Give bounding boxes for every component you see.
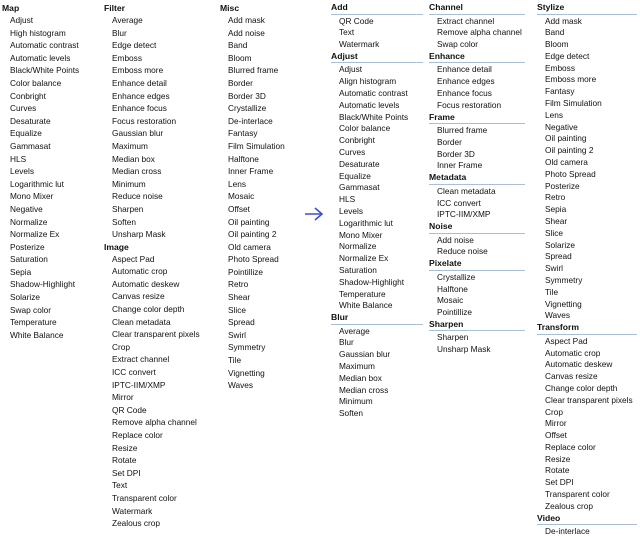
menu-item-border[interactable]: Border bbox=[437, 136, 462, 147]
menu-item-swirl[interactable]: Swirl bbox=[545, 263, 563, 274]
menu-item-waves[interactable]: Waves bbox=[228, 380, 254, 391]
menu-item-retro[interactable]: Retro bbox=[545, 192, 566, 203]
menu-item-symmetry[interactable]: Symmetry bbox=[228, 342, 266, 353]
menu-item-automatic-deskew[interactable]: Automatic deskew bbox=[112, 278, 180, 289]
menu-item-sepia[interactable]: Sepia bbox=[10, 266, 32, 277]
menu-item-median-cross[interactable]: Median cross bbox=[339, 384, 389, 395]
menu-item-focus-restoration[interactable]: Focus restoration bbox=[112, 115, 177, 126]
menu-header-misc: Misc bbox=[220, 3, 240, 13]
menu-item-watermark[interactable]: Watermark bbox=[112, 505, 153, 516]
menu-item-automatic-crop[interactable]: Automatic crop bbox=[545, 347, 601, 358]
menu-item-median-cross[interactable]: Median cross bbox=[112, 166, 162, 177]
menu-item-add-noise[interactable]: Add noise bbox=[228, 27, 265, 38]
menu-item-shear[interactable]: Shear bbox=[228, 292, 251, 303]
menu-item-tile[interactable]: Tile bbox=[228, 355, 242, 366]
menu-item-film-simulation[interactable]: Film Simulation bbox=[228, 140, 285, 151]
new-col-1 bbox=[331, 2, 423, 420]
menu-item-clear-transparent-pixels[interactable]: Clear transparent pixels bbox=[112, 329, 200, 340]
menu-item-blurred-frame[interactable]: Blurred frame bbox=[437, 125, 488, 136]
menu-item-normalize[interactable]: Normalize bbox=[339, 241, 377, 252]
menu-item-de-interlace[interactable]: De-interlace bbox=[545, 526, 590, 537]
menu-item-offset[interactable]: Offset bbox=[545, 430, 567, 441]
menu-item-pointillize[interactable]: Pointillize bbox=[228, 266, 264, 277]
menu-item-gammasat[interactable]: Gammasat bbox=[10, 140, 51, 151]
menu-item-iptc-iim-xmp[interactable]: IPTC-IIM/XMP bbox=[437, 209, 491, 220]
menu-item-rotate[interactable]: Rotate bbox=[112, 455, 137, 466]
menu-item-lens[interactable]: Lens bbox=[228, 178, 246, 189]
menu-item-canvas-resize[interactable]: Canvas resize bbox=[545, 371, 598, 382]
menu-item-soften[interactable]: Soften bbox=[339, 408, 363, 419]
menu-item-oil-painting[interactable]: Oil painting bbox=[228, 216, 270, 227]
menu-item-resize[interactable]: Resize bbox=[545, 453, 571, 464]
menu-item-watermark[interactable]: Watermark bbox=[339, 39, 380, 50]
menu-item-old-camera[interactable]: Old camera bbox=[228, 241, 271, 252]
menu-header-noise: Noise bbox=[429, 221, 525, 234]
menu-item-sharpen[interactable]: Sharpen bbox=[112, 203, 144, 214]
menu-item-icc-convert[interactable]: ICC convert bbox=[112, 367, 156, 378]
menu-item-posterize[interactable]: Posterize bbox=[10, 241, 45, 252]
menu-item-de-interlace[interactable]: De-interlace bbox=[228, 115, 273, 126]
menu-header-adjust: Adjust bbox=[331, 51, 423, 64]
menu-item-black-white-points[interactable]: Black/White Points bbox=[10, 65, 80, 76]
menu-item-sepia[interactable]: Sepia bbox=[545, 204, 567, 215]
menu-item-automatic-levels[interactable]: Automatic levels bbox=[339, 99, 400, 110]
menu-item-clean-metadata[interactable]: Clean metadata bbox=[112, 316, 171, 327]
menu-item-automatic-contrast[interactable]: Automatic contrast bbox=[10, 40, 79, 51]
menu-item-change-color-depth[interactable]: Change color depth bbox=[545, 382, 618, 393]
menu-item-automatic-crop[interactable]: Automatic crop bbox=[112, 266, 168, 277]
menu-item-vignetting[interactable]: Vignetting bbox=[228, 367, 265, 378]
menu-item-band[interactable]: Band bbox=[228, 40, 248, 51]
menu-item-rotate[interactable]: Rotate bbox=[545, 465, 570, 476]
menu-item-clean-metadata[interactable]: Clean metadata bbox=[437, 185, 496, 196]
menu-item-emboss-more[interactable]: Emboss more bbox=[545, 74, 597, 85]
menu-item-crystallize[interactable]: Crystallize bbox=[437, 271, 476, 282]
menu-item-crop[interactable]: Crop bbox=[112, 341, 130, 352]
menu-item-clear-transparent-pixels[interactable]: Clear transparent pixels bbox=[545, 394, 633, 405]
menu-item-photo-spread[interactable]: Photo Spread bbox=[228, 254, 279, 265]
menu-item-gammasat[interactable]: Gammasat bbox=[339, 182, 380, 193]
menu-item-pointillize[interactable]: Pointillize bbox=[437, 307, 473, 318]
menu-item-icc-convert[interactable]: ICC convert bbox=[437, 197, 481, 208]
menu-header-sharpen: Sharpen bbox=[429, 319, 525, 332]
menu-item-normalize-ex[interactable]: Normalize Ex bbox=[10, 229, 60, 240]
menu-item-solarize[interactable]: Solarize bbox=[545, 239, 575, 250]
menu-item-halftone[interactable]: Halftone bbox=[228, 153, 259, 164]
menu-item-blur[interactable]: Blur bbox=[339, 337, 354, 348]
menu-item-text[interactable]: Text bbox=[112, 480, 128, 491]
menu-header-filter: Filter bbox=[104, 3, 126, 13]
menu-item-adjust[interactable]: Adjust bbox=[339, 64, 363, 75]
menu-item-replace-color[interactable]: Replace color bbox=[545, 441, 596, 452]
menu-item-minimum[interactable]: Minimum bbox=[112, 178, 146, 189]
menu-item-color-balance[interactable]: Color balance bbox=[339, 123, 391, 134]
menu-item-temperature[interactable]: Temperature bbox=[10, 317, 57, 328]
menu-header-metadata: Metadata bbox=[429, 172, 525, 185]
menu-item-offset[interactable]: Offset bbox=[228, 203, 250, 214]
menu-item-remove-alpha-channel[interactable]: Remove alpha channel bbox=[437, 27, 522, 38]
menu-item-hls[interactable]: HLS bbox=[10, 153, 27, 164]
menu-item-extract-channel[interactable]: Extract channel bbox=[112, 354, 170, 365]
new-col-3 bbox=[537, 2, 637, 538]
menu-item-minimum[interactable]: Minimum bbox=[339, 396, 373, 407]
menu-item-slice[interactable]: Slice bbox=[545, 227, 563, 238]
menu-item-emboss[interactable]: Emboss bbox=[545, 62, 575, 73]
menu-header-image: Image bbox=[104, 241, 129, 252]
menu-item-edge-detect[interactable]: Edge detect bbox=[112, 40, 157, 51]
menu-item-spread[interactable]: Spread bbox=[228, 317, 255, 328]
menu-item-levels[interactable]: Levels bbox=[339, 205, 363, 216]
menu-item-automatic-levels[interactable]: Automatic levels bbox=[10, 52, 71, 63]
menu-item-desaturate[interactable]: Desaturate bbox=[339, 158, 380, 169]
menu-item-blur[interactable]: Blur bbox=[112, 27, 127, 38]
menu-item-enhance-detail[interactable]: Enhance detail bbox=[437, 64, 492, 75]
menu-item-gaussian-blur[interactable]: Gaussian blur bbox=[112, 128, 164, 139]
menu-item-curves[interactable]: Curves bbox=[10, 103, 37, 114]
menu-item-transparent-color[interactable]: Transparent color bbox=[112, 492, 177, 503]
menu-item-maximum[interactable]: Maximum bbox=[339, 361, 375, 372]
menu-item-qr-code[interactable]: QR Code bbox=[339, 15, 374, 26]
menu-item-black-white-points[interactable]: Black/White Points bbox=[339, 111, 409, 122]
menu-item-average[interactable]: Average bbox=[112, 15, 143, 25]
menu-item-white-balance[interactable]: White Balance bbox=[10, 329, 64, 340]
menu-item-emboss-more[interactable]: Emboss more bbox=[112, 65, 164, 76]
menu-item-median-box[interactable]: Median box bbox=[339, 372, 382, 383]
menu-item-extract-channel[interactable]: Extract channel bbox=[437, 15, 495, 26]
menu-item-normalize-ex[interactable]: Normalize Ex bbox=[339, 253, 389, 264]
menu-item-reduce-noise[interactable]: Reduce noise bbox=[437, 246, 488, 257]
menu-item-oil-painting-2[interactable]: Oil painting 2 bbox=[228, 229, 277, 240]
menu-item-enhance-focus[interactable]: Enhance focus bbox=[112, 103, 167, 114]
menu-item-waves[interactable]: Waves bbox=[545, 310, 571, 321]
menu-item-set-dpi[interactable]: Set DPI bbox=[112, 467, 141, 478]
menu-item-enhance-detail[interactable]: Enhance detail bbox=[112, 77, 167, 88]
menu-item-automatic-contrast[interactable]: Automatic contrast bbox=[339, 87, 408, 98]
menu-header-blur: Blur bbox=[331, 312, 423, 325]
menu-item-inner-frame[interactable]: Inner Frame bbox=[437, 160, 483, 171]
menu-header-pixelate: Pixelate bbox=[429, 258, 525, 271]
menu-item-blurred-frame[interactable]: Blurred frame bbox=[228, 65, 279, 76]
menu-item-normalize[interactable]: Normalize bbox=[10, 216, 48, 227]
menu-item-color-balance[interactable]: Color balance bbox=[10, 77, 62, 88]
menu-item-bloom[interactable]: Bloom bbox=[228, 52, 252, 63]
menu-item-symmetry[interactable]: Symmetry bbox=[545, 275, 583, 286]
menu-item-zealous-crop[interactable]: Zealous crop bbox=[112, 518, 160, 529]
menu-item-shear[interactable]: Shear bbox=[545, 216, 568, 227]
menu-item-enhance-edges[interactable]: Enhance edges bbox=[437, 76, 495, 87]
menu-item-solarize[interactable]: Solarize bbox=[10, 292, 40, 303]
menu-item-replace-color[interactable]: Replace color bbox=[112, 430, 163, 440]
old-col-filter-image bbox=[104, 2, 200, 530]
menu-item-resize[interactable]: Resize bbox=[112, 442, 138, 453]
menu-item-aspect-pad[interactable]: Aspect Pad bbox=[545, 335, 588, 346]
menu-header-frame: Frame bbox=[429, 112, 525, 125]
menu-item-iptc-iim-xmp[interactable]: IPTC-IIM/XMP bbox=[112, 379, 166, 390]
menu-item-hls[interactable]: HLS bbox=[339, 194, 356, 205]
menu-item-halftone[interactable]: Halftone bbox=[437, 283, 468, 294]
menu-item-spread[interactable]: Spread bbox=[545, 251, 572, 262]
menu-item-oil-painting[interactable]: Oil painting bbox=[545, 133, 587, 144]
menu-item-focus-restoration[interactable]: Focus restoration bbox=[437, 99, 502, 110]
menu-item-adjust[interactable]: Adjust bbox=[10, 15, 34, 25]
menu-item-saturation[interactable]: Saturation bbox=[339, 264, 377, 275]
menu-item-edge-detect[interactable]: Edge detect bbox=[545, 50, 590, 61]
menu-item-sharpen[interactable]: Sharpen bbox=[437, 332, 469, 343]
menu-header-map: Map bbox=[2, 3, 20, 13]
menu-header-transform: Transform bbox=[537, 322, 637, 335]
menu-item-add-noise[interactable]: Add noise bbox=[437, 234, 474, 245]
menu-item-average[interactable]: Average bbox=[339, 325, 370, 336]
old-col-map bbox=[2, 2, 79, 341]
menu-item-mono-mixer[interactable]: Mono Mixer bbox=[10, 191, 54, 202]
menu-item-reduce-noise[interactable]: Reduce noise bbox=[112, 191, 163, 202]
menu-item-film-simulation[interactable]: Film Simulation bbox=[545, 98, 602, 109]
menu-item-set-dpi[interactable]: Set DPI bbox=[545, 477, 574, 488]
menu-item-enhance-focus[interactable]: Enhance focus bbox=[437, 87, 492, 98]
old-col-misc bbox=[220, 2, 285, 392]
menu-item-mosaic[interactable]: Mosaic bbox=[228, 191, 255, 202]
menu-item-high-histogram[interactable]: High histogram bbox=[10, 27, 66, 38]
menu-item-zealous-crop[interactable]: Zealous crop bbox=[545, 500, 593, 511]
menu-item-qr-code[interactable]: QR Code bbox=[112, 404, 147, 415]
menu-item-enhance-edges[interactable]: Enhance edges bbox=[112, 90, 170, 101]
menu-item-change-color-depth[interactable]: Change color depth bbox=[112, 304, 185, 315]
menu-header-enhance: Enhance bbox=[429, 51, 525, 64]
menu-item-unsharp-mask[interactable]: Unsharp Mask bbox=[437, 344, 491, 355]
menu-header-video: Video bbox=[537, 513, 637, 526]
menu-item-aspect-pad[interactable]: Aspect Pad bbox=[112, 253, 155, 264]
menu-item-add-mask[interactable]: Add mask bbox=[228, 15, 265, 25]
menu-item-mono-mixer[interactable]: Mono Mixer bbox=[339, 229, 383, 240]
menu-item-swirl[interactable]: Swirl bbox=[228, 329, 246, 340]
menu-item-emboss[interactable]: Emboss bbox=[112, 52, 142, 63]
menu-item-equalize[interactable]: Equalize bbox=[10, 128, 42, 139]
menu-item-gaussian-blur[interactable]: Gaussian blur bbox=[339, 349, 391, 360]
menu-item-unsharp-mask[interactable]: Unsharp Mask bbox=[112, 229, 166, 240]
menu-item-remove-alpha-channel[interactable]: Remove alpha channel bbox=[112, 417, 197, 428]
menu-item-band[interactable]: Band bbox=[545, 27, 565, 38]
menu-item-canvas-resize[interactable]: Canvas resize bbox=[112, 291, 165, 302]
menu-item-saturation[interactable]: Saturation bbox=[10, 254, 48, 265]
arrow-right-icon bbox=[303, 206, 325, 222]
menu-item-tile[interactable]: Tile bbox=[545, 286, 559, 297]
menu-header-stylize: Stylize bbox=[537, 2, 637, 15]
menu-item-mirror[interactable]: Mirror bbox=[112, 392, 134, 403]
menu-item-text[interactable]: Text bbox=[339, 27, 355, 38]
menu-item-levels[interactable]: Levels bbox=[10, 166, 34, 177]
menu-item-vignetting[interactable]: Vignetting bbox=[545, 298, 582, 309]
menu-item-soften[interactable]: Soften bbox=[112, 216, 136, 227]
menu-item-equalize[interactable]: Equalize bbox=[339, 170, 371, 181]
menu-item-shadow-highlight[interactable]: Shadow-Highlight bbox=[339, 276, 405, 287]
menu-item-temperature[interactable]: Temperature bbox=[339, 288, 386, 299]
menu-item-swap-color[interactable]: Swap color bbox=[10, 304, 52, 315]
menu-item-maximum[interactable]: Maximum bbox=[112, 140, 148, 151]
menu-item-old-camera[interactable]: Old camera bbox=[545, 157, 588, 168]
menu-item-conbright[interactable]: Conbright bbox=[10, 90, 46, 101]
menu-item-border-3d[interactable]: Border 3D bbox=[437, 148, 475, 159]
menu-item-mosaic[interactable]: Mosaic bbox=[437, 295, 464, 306]
menu-item-inner-frame[interactable]: Inner Frame bbox=[228, 166, 274, 177]
menu-item-slice[interactable]: Slice bbox=[228, 304, 246, 315]
menu-header-add: Add bbox=[331, 2, 423, 15]
menu-item-retro[interactable]: Retro bbox=[228, 279, 249, 290]
menu-item-fantasy[interactable]: Fantasy bbox=[228, 128, 258, 139]
menu-item-lens[interactable]: Lens bbox=[545, 109, 563, 120]
menu-item-bloom[interactable]: Bloom bbox=[545, 39, 569, 50]
menu-item-add-mask[interactable]: Add mask bbox=[545, 15, 582, 26]
menu-item-crystallize[interactable]: Crystallize bbox=[228, 103, 267, 114]
menu-item-logarithmic-lut[interactable]: Logarithmic lut bbox=[10, 178, 64, 189]
menu-item-border-3d[interactable]: Border 3D bbox=[228, 90, 266, 101]
menu-item-desaturate[interactable]: Desaturate bbox=[10, 115, 51, 126]
new-col-2 bbox=[429, 2, 525, 356]
menu-item-shadow-highlight[interactable]: Shadow-Highlight bbox=[10, 279, 76, 290]
menu-item-curves[interactable]: Curves bbox=[339, 146, 366, 157]
menu-item-mirror[interactable]: Mirror bbox=[545, 418, 567, 429]
menu-item-photo-spread[interactable]: Photo Spread bbox=[545, 168, 596, 179]
menu-item-negative[interactable]: Negative bbox=[10, 203, 43, 214]
menu-item-fantasy[interactable]: Fantasy bbox=[545, 86, 575, 97]
menu-item-oil-painting-2[interactable]: Oil painting 2 bbox=[545, 145, 594, 156]
menu-item-align-histogram[interactable]: Align histogram bbox=[339, 76, 397, 87]
menu-header-channel: Channel bbox=[429, 2, 525, 15]
menu-item-posterize[interactable]: Posterize bbox=[545, 180, 580, 191]
menu-item-transparent-color[interactable]: Transparent color bbox=[545, 489, 610, 500]
menu-item-median-box[interactable]: Median box bbox=[112, 153, 155, 164]
menu-item-crop[interactable]: Crop bbox=[545, 406, 563, 417]
menu-item-white-balance[interactable]: White Balance bbox=[339, 300, 393, 311]
menu-item-conbright[interactable]: Conbright bbox=[339, 135, 375, 146]
menu-item-negative[interactable]: Negative bbox=[545, 121, 578, 132]
menu-item-swap-color[interactable]: Swap color bbox=[437, 39, 479, 50]
menu-item-border[interactable]: Border bbox=[228, 77, 253, 88]
menu-item-logarithmic-lut[interactable]: Logarithmic lut bbox=[339, 217, 393, 228]
menu-item-automatic-deskew[interactable]: Automatic deskew bbox=[545, 359, 613, 370]
